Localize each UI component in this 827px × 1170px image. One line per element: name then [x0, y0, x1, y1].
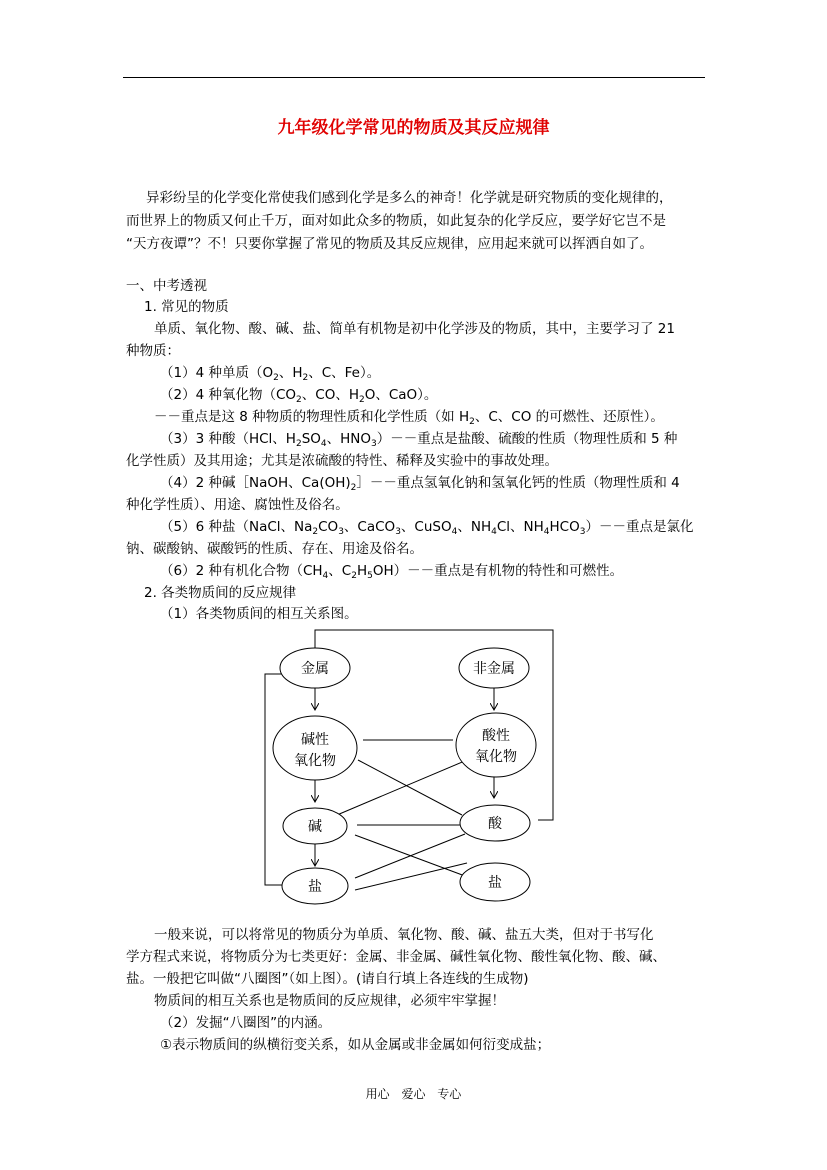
- list-item-bases: （4）2 种碱［NaOH、$Ca(OH)_2]--$重点氢氧化钠和氢氧化钙的性质（物理性质和 4: [160, 475, 680, 493]
- list-item-acids: （3）3 种酸（HCl、$H_2SO_4$、$HNO_3)--$重点是盐酸、硫酸的性质（物理性质和 5 种: [160, 431, 678, 449]
- document-title: 九年级化学常见的物质及其反应规律: [277, 118, 550, 138]
- list-item-organics: （6）2 种有机化合物（$CH_4$、$C_2H_5OH)--$重点是有机物的特性和可燃性。: [160, 563, 624, 581]
- list-item-oxides: （2）4 种氧化物（$CO_2$、CO、$H_2O$、CaO）。: [160, 387, 438, 405]
- acids-continued: 化学性质）及其用途；尤其是浓硫酸的特性、稀释及实验中的事故处理。: [126, 453, 558, 469]
- oxides-note: －－重点是这 8 种物质的物理性质和化学性质（如 $H_2$、C、CO 的可燃性、还原性）。: [154, 409, 664, 427]
- node-metal-label: 金属: [301, 661, 329, 677]
- list-item-salts: （5）6 种盐（NaCl、$Na_2CO_3$、CaCO$_3$、CuSO$_4$、$NH_4Cl$、$NH_4HCO_3)--$重点是氯化: [160, 519, 694, 537]
- paragraph-line: 盐。一般把它叫做“八圈图”（如上图）。(请自行填上各连线的生成物): [126, 971, 529, 987]
- paragraph-line: 一般来说，可以将常见的物质分为单质、氧化物、酸、碱、盐五大类，但对于书写化: [154, 927, 654, 943]
- node-acid-label: 酸: [488, 816, 502, 832]
- node-salt-right-label: 盐: [488, 875, 502, 891]
- page-footer: 用心 爱心 专心: [365, 1087, 462, 1101]
- node-basic-oxide-label: 碱性: [301, 732, 329, 748]
- connector-line: [337, 760, 467, 815]
- item-heading-2: 2. 各类物质间的反应规律: [144, 585, 297, 601]
- node-acidic-oxide-label: 氧化物: [475, 749, 517, 765]
- connector-line: [355, 834, 465, 878]
- list-item-elements: （1）4 种单质（$O_2$、$H_2$、C、Fe）。: [160, 365, 381, 383]
- connector-line: [265, 674, 283, 885]
- node-acidic-oxide: [456, 713, 536, 777]
- node-salt-left-label: 盐: [308, 879, 322, 895]
- node-basic-oxide: [273, 716, 357, 780]
- connector-line: [355, 863, 467, 890]
- salts-continued: 钠、碳酸钠、碳酸钙的性质、存在、用途及俗名。: [126, 541, 423, 557]
- intro-line-1: 异彩纷呈的化学变化常使我们感到化学是多么的神奇！化学就是研究物质的变化规律的，: [146, 190, 673, 206]
- sub-heading: （1）各类物质间的相互关系图。: [160, 606, 358, 622]
- paragraph-line: 物质间的相互关系也是物质间的反应规律，必须牢牢掌握！: [154, 993, 505, 1009]
- node-basic-oxide-label: 氧化物: [294, 753, 336, 769]
- bases-continued: 种化学性质）、用途、腐蚀性及俗名。: [126, 497, 349, 513]
- paragraph-line: （2）发掘“八圈图”的内涵。: [160, 1015, 332, 1031]
- paragraph-line: 单质、氧化物、酸、碱、盐、简单有机物是初中化学涉及的物质，其中，主要学习了 21: [154, 321, 675, 337]
- intro-line-3: “天方夜谭”？不！只要你掌握了常见的物质及其反应规律，应用起来就可以挥洒自如了。: [126, 236, 653, 252]
- paragraph-line: 学方程式来说，将物质分为七类更好：金属、非金属、碱性氧化物、酸性氧化物、酸、碱、: [126, 949, 666, 965]
- node-nonmetal-label: 非金属: [473, 661, 515, 677]
- item-heading-1: 1. 常见的物质: [144, 299, 229, 315]
- section-heading: 一、中考透视: [126, 278, 207, 294]
- node-base-label: 碱: [308, 819, 322, 835]
- intro-line-2: 而世界上的物质又何止千万，面对如此众多的物质，如此复杂的化学反应，要学好它岂不是: [126, 213, 666, 229]
- header-rule: [123, 77, 705, 78]
- paragraph-line: 种物质：: [126, 343, 180, 359]
- node-acidic-oxide-label: 酸性: [482, 728, 510, 744]
- paragraph-line: ①表示物质间的纵横衍变关系，如从金属或非金属如何衍变成盐；: [160, 1037, 551, 1053]
- eight-circle-diagram: [255, 620, 575, 910]
